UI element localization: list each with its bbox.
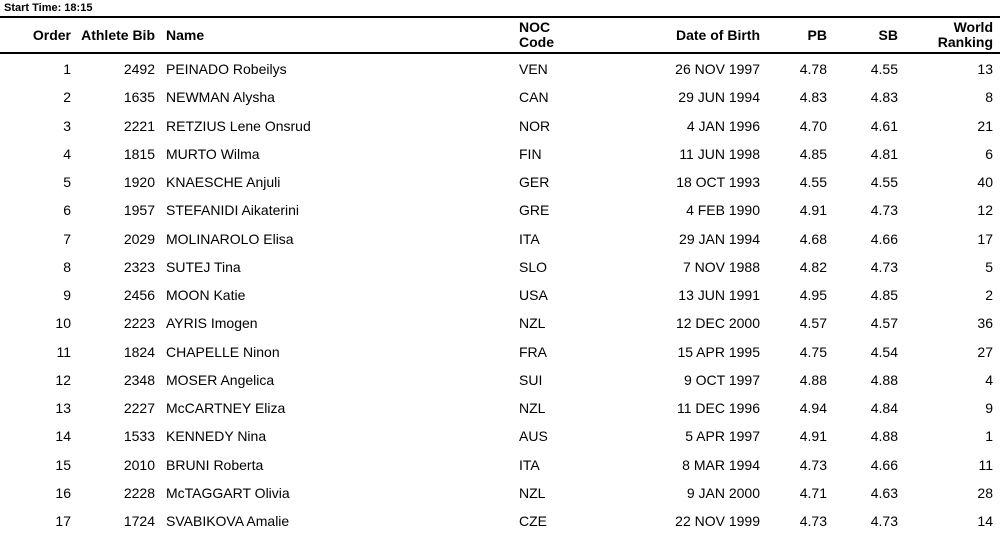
row-name: SVABIKOVA Amalie — [166, 513, 290, 529]
row-order: 4 — [63, 145, 71, 162]
row-world-ranking: 36 — [977, 315, 993, 332]
row-sb: 4.88 — [870, 428, 898, 445]
row-world-ranking: 21 — [977, 117, 993, 134]
row-world-ranking: 8 — [985, 89, 993, 106]
row-name: NEWMAN Alysha — [166, 89, 275, 106]
row-sb: 4.66 — [870, 230, 898, 247]
table-row — [0, 281, 1000, 309]
row-name: RETZIUS Lene Onsrud — [166, 117, 311, 134]
row-name: KNAESCHE Anjuli — [166, 174, 281, 190]
row-sb: 4.85 — [870, 287, 898, 303]
row-name: PEINADO Robeilys — [166, 61, 287, 77]
row-noc-code: ITA — [519, 230, 540, 247]
row-pb: 4.83 — [799, 89, 827, 106]
row-noc-code: VEN — [519, 61, 548, 77]
row-date-of-birth: 11 DEC 1996 — [676, 400, 760, 416]
row-order: 1 — [63, 61, 71, 77]
row-name: McTAGGART Olivia — [166, 484, 290, 501]
row-name: MOON Katie — [166, 287, 246, 303]
row-pb: 4.71 — [799, 484, 827, 501]
row-noc-code: SLO — [519, 258, 548, 275]
header-sb: SB — [878, 27, 898, 43]
row-date-of-birth: 13 JUN 1991 — [678, 287, 760, 303]
row-order: 6 — [63, 202, 71, 219]
table-row — [0, 196, 1000, 224]
table-row — [0, 168, 1000, 196]
header-date-of-birth: Date of Birth — [676, 27, 760, 43]
row-pb: 4.73 — [799, 456, 827, 473]
row-sb: 4.88 — [870, 371, 898, 388]
row-noc-code: FRA — [519, 343, 547, 360]
row-world-ranking: 1 — [985, 428, 993, 445]
row-sb: 4.73 — [870, 258, 898, 275]
start-time: Start Time: 18:15 — [4, 2, 93, 14]
row-date-of-birth: 4 FEB 1990 — [686, 202, 760, 219]
row-date-of-birth: 26 NOV 1997 — [675, 61, 760, 77]
row-pb: 4.82 — [799, 258, 827, 275]
table-row — [0, 394, 1000, 422]
row-name: CHAPELLE Ninon — [166, 343, 280, 360]
header-ranking-line1: World — [953, 19, 993, 35]
row-athlete-bib: 2323 — [123, 258, 155, 275]
row-date-of-birth: 18 OCT 1993 — [676, 174, 760, 190]
row-date-of-birth: 9 JAN 2000 — [686, 484, 760, 501]
table-row — [0, 507, 1000, 535]
row-athlete-bib: 2223 — [123, 315, 155, 332]
row-date-of-birth: 11 JUN 1998 — [679, 145, 760, 162]
row-order: 2 — [63, 89, 71, 106]
row-noc-code: AUS — [519, 428, 548, 445]
header-order: Order — [32, 27, 71, 43]
row-world-ranking: 6 — [985, 145, 993, 162]
header-noc-line1: NOC — [519, 19, 551, 35]
row-name: BRUNI Roberta — [166, 456, 264, 473]
row-athlete-bib: 2492 — [123, 61, 155, 77]
row-pb: 4.57 — [799, 315, 827, 332]
row-noc-code: CZE — [519, 513, 547, 529]
row-pb: 4.88 — [799, 371, 827, 388]
row-world-ranking: 17 — [977, 230, 993, 247]
row-world-ranking: 13 — [977, 61, 993, 77]
row-name: MURTO Wilma — [166, 145, 260, 162]
table-row — [0, 309, 1000, 337]
row-noc-code: NZL — [519, 315, 546, 332]
row-date-of-birth: 5 APR 1997 — [685, 428, 760, 445]
row-name: AYRIS Imogen — [166, 315, 258, 332]
row-athlete-bib: 2010 — [123, 456, 155, 473]
header-pb: PB — [807, 27, 827, 43]
header-ranking-line2: Ranking — [937, 34, 993, 50]
row-name: STEFANIDI Aikaterini — [166, 202, 300, 219]
row-noc-code: GER — [519, 174, 550, 190]
row-sb: 4.66 — [870, 456, 898, 473]
row-pb: 4.78 — [799, 61, 827, 77]
row-name: MOSER Angelica — [166, 371, 275, 388]
row-order: 13 — [55, 400, 71, 416]
row-world-ranking: 4 — [985, 371, 993, 388]
table-row — [0, 140, 1000, 168]
row-world-ranking: 12 — [977, 202, 993, 219]
row-order: 9 — [63, 287, 71, 303]
row-date-of-birth: 22 NOV 1999 — [675, 513, 760, 529]
header-noc-line2: Code — [519, 34, 554, 50]
row-order: 17 — [55, 513, 71, 529]
row-date-of-birth: 4 JAN 1996 — [686, 117, 760, 134]
row-pb: 4.94 — [799, 400, 827, 416]
row-pb: 4.73 — [799, 513, 827, 529]
row-date-of-birth: 9 OCT 1997 — [683, 371, 760, 388]
row-sb: 4.54 — [870, 343, 898, 360]
header-name: Name — [166, 27, 205, 43]
table-header — [0, 16, 1000, 54]
row-noc-code: FIN — [519, 145, 542, 162]
row-order: 3 — [63, 117, 71, 134]
row-sb: 4.83 — [870, 89, 898, 106]
table-row — [0, 479, 1000, 507]
row-order: 7 — [63, 230, 71, 247]
row-athlete-bib: 1724 — [123, 513, 155, 529]
row-sb: 4.84 — [870, 400, 898, 416]
row-order: 16 — [55, 484, 71, 501]
row-world-ranking: 5 — [985, 258, 993, 275]
row-pb: 4.91 — [799, 202, 827, 219]
row-athlete-bib: 1920 — [123, 174, 155, 190]
row-date-of-birth: 12 DEC 2000 — [675, 315, 760, 332]
row-noc-code: NOR — [519, 117, 551, 134]
row-world-ranking: 9 — [985, 400, 993, 416]
header-world-ranking — [900, 20, 993, 50]
row-world-ranking: 40 — [977, 174, 993, 190]
row-date-of-birth: 8 MAR 1994 — [682, 456, 760, 473]
table-row — [0, 451, 1000, 479]
table-row — [0, 366, 1000, 394]
row-athlete-bib: 1957 — [123, 202, 155, 219]
row-date-of-birth: 29 JAN 1994 — [679, 230, 760, 247]
row-order: 15 — [55, 456, 71, 473]
row-pb: 4.55 — [799, 174, 827, 190]
row-sb: 4.55 — [870, 174, 898, 190]
row-pb: 4.75 — [799, 343, 827, 360]
row-date-of-birth: 15 APR 1995 — [677, 343, 760, 360]
row-order: 5 — [63, 174, 71, 190]
row-athlete-bib: 2221 — [123, 117, 155, 134]
row-athlete-bib: 2228 — [123, 484, 155, 501]
row-pb: 4.95 — [799, 287, 827, 303]
row-name: KENNEDY Nina — [166, 428, 267, 445]
row-noc-code: ITA — [519, 456, 540, 473]
row-pb: 4.70 — [799, 117, 827, 134]
row-pb: 4.68 — [799, 230, 827, 247]
row-order: 10 — [55, 315, 71, 332]
row-pb: 4.91 — [799, 428, 827, 445]
row-noc-code: GRE — [519, 202, 550, 219]
row-name: McCARTNEY Eliza — [166, 400, 286, 416]
header-athlete-bib: Athlete Bib — [81, 27, 155, 43]
row-sb: 4.81 — [870, 145, 898, 162]
table-row — [0, 83, 1000, 111]
row-athlete-bib: 2227 — [123, 400, 155, 416]
row-name: SUTEJ Tina — [166, 258, 241, 275]
table-row — [0, 253, 1000, 281]
row-date-of-birth: 29 JUN 1994 — [678, 89, 760, 106]
row-date-of-birth: 7 NOV 1988 — [682, 258, 760, 275]
row-order: 11 — [56, 343, 71, 360]
row-athlete-bib: 1824 — [123, 343, 155, 360]
row-athlete-bib: 1815 — [123, 145, 155, 162]
row-noc-code: NZL — [519, 400, 546, 416]
row-world-ranking: 2 — [985, 287, 993, 303]
table-row — [0, 338, 1000, 366]
row-world-ranking: 14 — [977, 513, 993, 529]
row-noc-code: USA — [519, 287, 548, 303]
row-athlete-bib: 1635 — [123, 89, 155, 106]
row-name: MOLINAROLO Elisa — [166, 230, 294, 247]
row-order: 14 — [55, 428, 71, 445]
row-athlete-bib: 2456 — [123, 287, 155, 303]
row-sb: 4.57 — [870, 315, 898, 332]
row-noc-code: NZL — [519, 484, 546, 501]
table-row — [0, 55, 1000, 83]
row-noc-code: CAN — [519, 89, 549, 106]
row-noc-code: SUI — [519, 371, 543, 388]
row-athlete-bib: 2029 — [123, 230, 155, 247]
row-order: 8 — [63, 258, 71, 275]
header-noc-code — [519, 20, 554, 50]
row-sb: 4.73 — [870, 513, 898, 529]
row-sb: 4.73 — [870, 202, 898, 219]
row-world-ranking: 11 — [978, 456, 993, 473]
table-row — [0, 112, 1000, 140]
row-pb: 4.85 — [799, 145, 827, 162]
row-athlete-bib: 2348 — [123, 371, 155, 388]
row-world-ranking: 27 — [977, 343, 993, 360]
row-order: 12 — [55, 371, 71, 388]
row-sb: 4.55 — [870, 61, 898, 77]
row-sb: 4.63 — [870, 484, 898, 501]
table-row — [0, 225, 1000, 253]
table-row — [0, 422, 1000, 450]
row-sb: 4.61 — [870, 117, 898, 134]
row-world-ranking: 28 — [977, 484, 993, 501]
row-athlete-bib: 1533 — [123, 428, 155, 445]
